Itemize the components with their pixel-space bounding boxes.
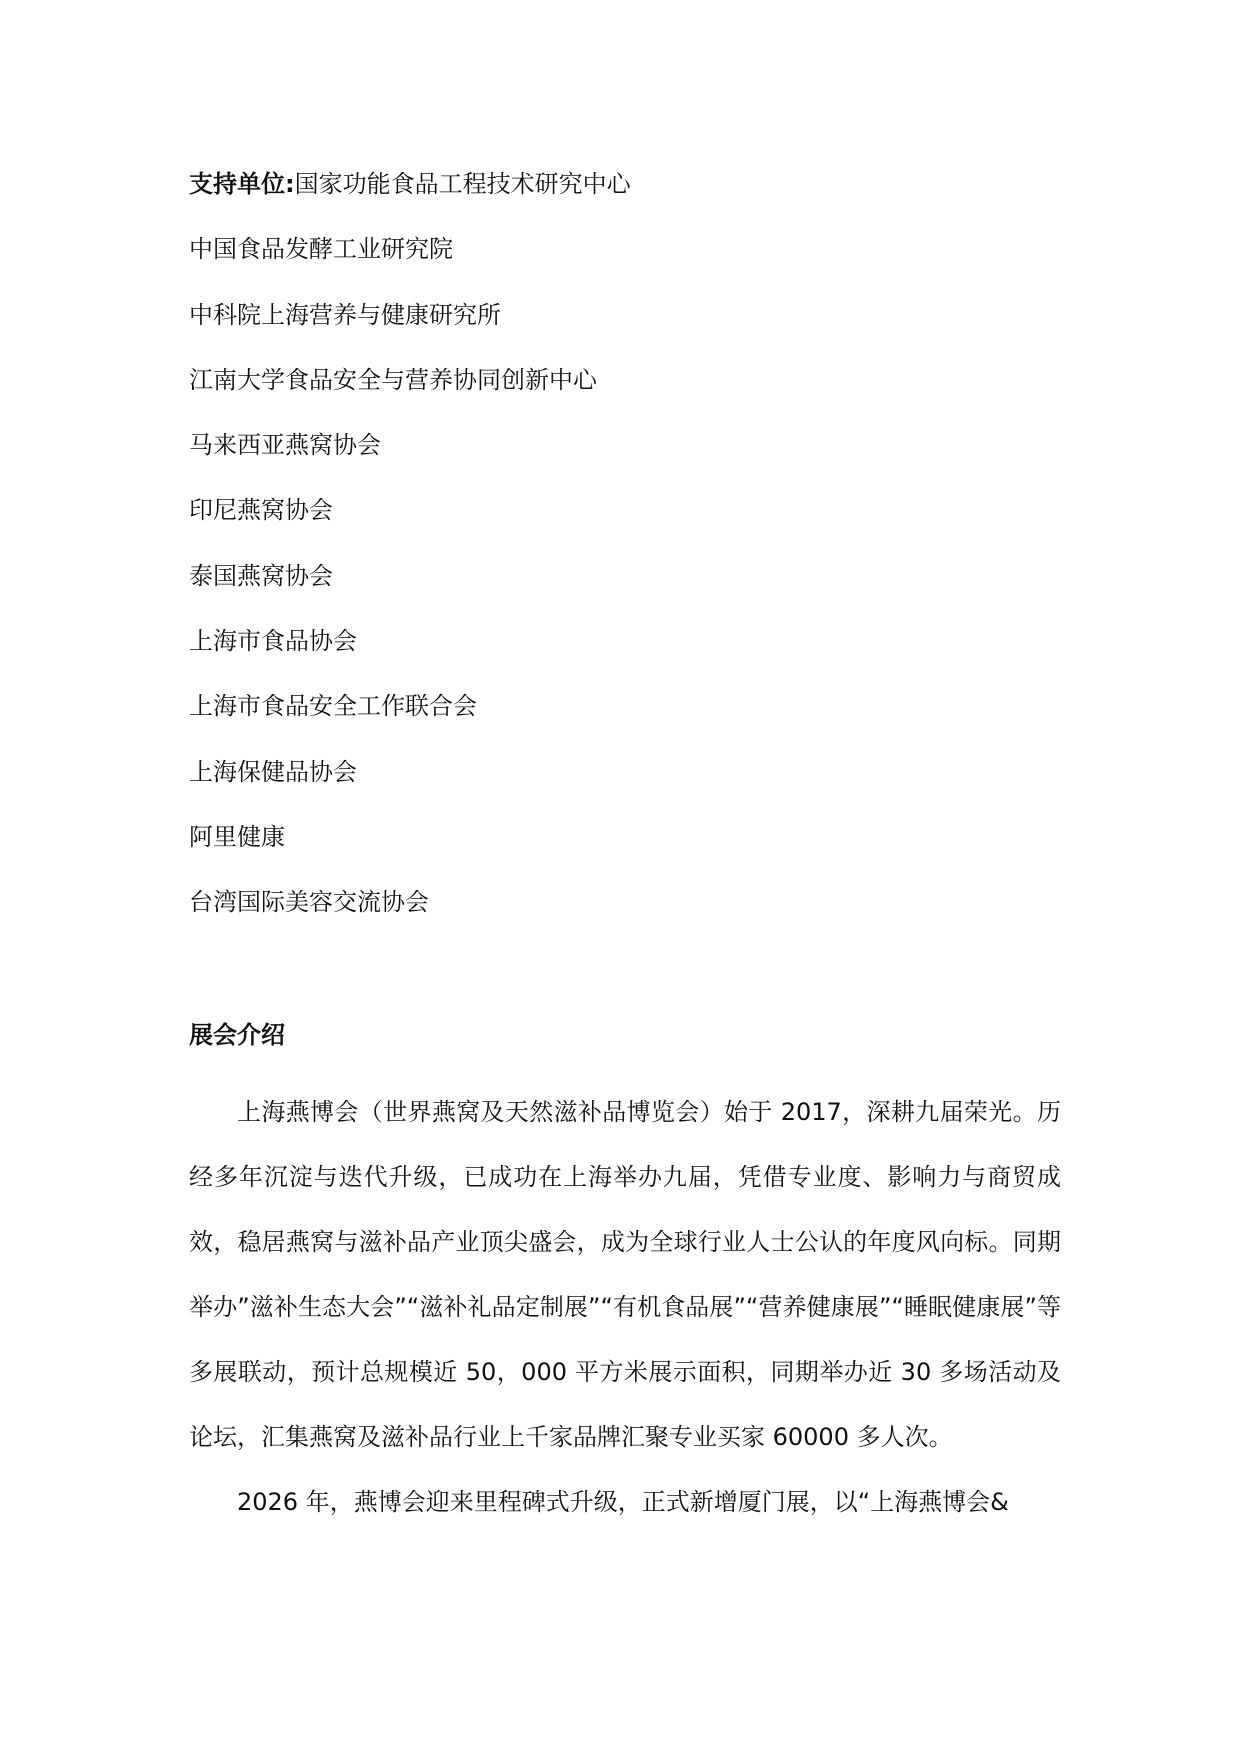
support-unit-item: 中科院上海营养与健康研究所 <box>189 300 501 329</box>
support-unit-item: 上海市食品协会 <box>189 627 357 656</box>
support-units-label: 支持单位: <box>189 170 295 198</box>
section-title-exhibition-intro: 展会介绍 <box>189 1021 285 1049</box>
support-unit-item: 马来西亚燕窝协会 <box>189 431 381 460</box>
exhibition-intro-body <box>189 1080 1061 1535</box>
support-units-heading-line <box>189 164 1069 229</box>
support-unit-item: 泰国燕窝协会 <box>189 561 333 590</box>
support-unit-item: 印尼燕窝协会 <box>189 496 333 525</box>
intro-paragraph: 2026 年，燕博会迎来里程碑式升级，正式新增厦门展，以“上海燕博会& <box>237 1488 1009 1516</box>
support-unit-item: 阿里健康 <box>189 822 285 851</box>
support-unit-item: 台湾国际美容交流协会 <box>189 888 429 917</box>
support-units-section <box>189 164 1069 948</box>
support-unit-item: 中国食品发酵工业研究院 <box>189 235 453 264</box>
intro-paragraph: 上海燕博会（世界燕窝及天然滋补品博览会）始于 2017，深耕九届荣光。历经多年沉淀与迭代升级，已成功在上海举办九届，凭借专业度、影响力与商贸成效，稳居燕窝与滋补品产业顶尖盛会，成为全球行业人士公认的年度风向标。同期举办”滋补生态大会”“滋补礼品定制展”“有机食品展”“营养健康展”“睡眠健康展”等多展联动，预计总规模近 50，000 平方米展示面积，同期举办近 30 多场活动及论坛，汇集燕窝及滋补品行业上千家品牌汇聚专业买家 60000 多人次。 <box>189 1098 1061 1451</box>
support-unit-item: 上海保健品协会 <box>189 757 357 786</box>
support-unit-item: 上海市食品安全工作联合会 <box>189 692 477 721</box>
support-unit-item: 江南大学食品安全与营养协同创新中心 <box>189 365 597 394</box>
support-unit-item: 国家功能食品工程技术研究中心 <box>294 170 631 198</box>
